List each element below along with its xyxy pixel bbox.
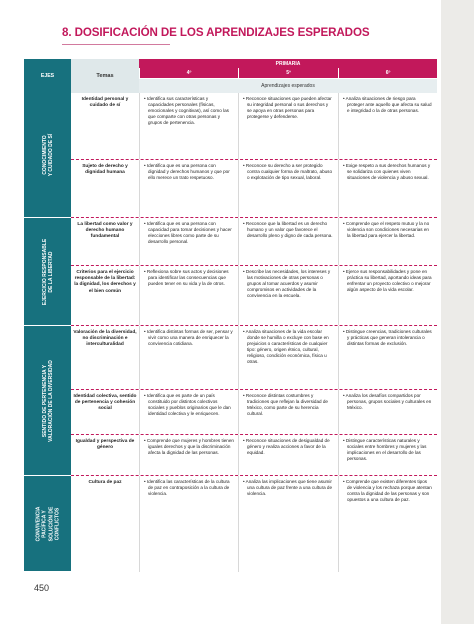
tema-cell: Cultura de paz — [88, 480, 122, 485]
grade-5-cell: • Analiza situaciones de la vida escolar donde se humilla o excluye con base en prejuicios o características de cualquier tipo: género, origen étnico, cultural, religioso, condición económica, física u otras. — [238, 326, 338, 389]
table-row — [71, 160, 437, 218]
grade-6-cell: • Distingue características naturales y sociales entre hombres y mujeres y las implicaciones en el desarrollo de las personas. — [338, 435, 437, 475]
tema-cell: Criterios para el ejercicio responsable de la libertad: la dignidad, los derechos y el bien común — [74, 270, 136, 294]
table-row — [71, 266, 437, 326]
eje-label: SENTIDO DE PERTENENCIA Y VALORACIÓN DE LA DIVERSIDAD — [41, 359, 54, 442]
page-margin-band — [441, 0, 474, 624]
grade-4-cell: • Identifica que es una persona con capacidad para tomar decisiones y hacer elecciones libres como parte de su desarrollo personal. — [139, 218, 238, 265]
grade-5-cell: • Describe las necesidades, los intereses y las motivaciones de otras personas o grupos al tomar acuerdos y asumir compromisos en actividades de la convivencia en la escuela. — [238, 266, 338, 325]
table-row — [71, 476, 437, 572]
grade-5-cell: • Analiza las implicaciones que tiene asumir una cultura de paz frente a una cultura de violencia. — [238, 476, 338, 572]
grade-4-cell: • Identifica las características de la cultura de paz en contraposición a la cultura de violencia. — [139, 476, 238, 572]
header-grade-4: 4º — [139, 68, 238, 78]
grade-5-cell: • Reconoce situaciones que pueden afectar su integridad personal o sus derechos y se apoya en otras personas para protegerse y defenderse. — [238, 93, 338, 159]
tema-cell: Identidad personal y cuidado de sí — [81, 97, 129, 109]
grade-6-cell: • Analiza los desafíos compartidos por personas, grupos sociales y culturales en México. — [338, 390, 437, 434]
grade-6-cell: • Ejerce sus responsabilidades y pone en práctica su libertad, aportando ideas para enfrentar un proyecto colectivo o mejorar algún aspecto de la vida escolar. — [338, 266, 437, 325]
grade-4-cell: • Comprende que mujeres y hombres tienen iguales derechos y que la discriminación afecta la dignidad de las personas. — [139, 435, 238, 475]
grade-5-cell: • Reconoce que la libertad es un derecho humano y un valor que favorece el desarrollo pleno y digno de cada persona. — [238, 218, 338, 265]
grade-4-cell: • Identifica distintas formas de ser, pensar y vivir como una manera de enriquecer la convivencia cotidiana. — [139, 326, 238, 389]
grade-6-cell: • Distingue creencias, tradiciones culturales y prácticas que generan intolerancia o distintas formas de exclusión. — [338, 326, 437, 389]
header-primaria: PRIMARIA — [139, 59, 437, 68]
table-row — [71, 390, 437, 435]
grade-6-cell: • Exige respeto a sus derechos humanos y se solidariza con quienes viven situaciones de violencia y abuso sexual. — [338, 160, 437, 217]
grade-5-cell: • Reconoce situaciones de desigualdad de género y realiza acciones a favor de la equidad. — [238, 435, 338, 475]
eje-label: EJERCICIO RESPONSABLE DE LA LIBERTAD — [41, 238, 54, 305]
table-row — [71, 435, 437, 476]
eje-conocimiento — [24, 93, 71, 218]
title-underline — [62, 44, 170, 45]
grade-6-cell: • Comprende que existen diferentes tipos de violencia y los rechaza porque atentan contra la dignidad de las personas y son opuestos a una cultura de paz. — [338, 476, 437, 572]
header-ejes: EJES — [24, 59, 71, 93]
tema-cell: Igualdad y perspectiva de género — [75, 439, 135, 451]
grade-5-cell: • Reconoce su derecho a ser protegido contra cualquier forma de maltrato, abuso o explotación de tipo sexual, laboral. — [238, 160, 338, 217]
tema-cell: La libertad como valor y derecho humano fundamental — [77, 222, 133, 240]
grade-4-cell: • Identifica que es parte de un país constituido por distintos colectivos sociales y pueblos originarios que le dan identidad colectiva y le enriquecen. — [139, 390, 238, 434]
tema-cell: Sujeto de derecho y dignidad humana — [82, 164, 128, 176]
header-aprendizajes: Aprendizajes esperados — [139, 78, 437, 93]
grade-4-cell: • Identifica sus características y capacidades personales (físicas, emocionales y cognitivas), así como las que comparte con otras personas y grupos de pertenencia. — [139, 93, 238, 159]
grade-6-cell: • Comprende que el respeto mutuo y la no violencia son condiciones necesarias en la libertad para ejercer la libertad. — [338, 218, 437, 265]
page-title: 8. DOSIFICACIÓN DE LOS APRENDIZAJES ESPERADOS — [62, 26, 370, 39]
grade-5-cell: • Reconoce distintas costumbres y tradiciones que reflejan la diversidad de México, como parte de su herencia cultural. — [238, 390, 338, 434]
eje-convivencia — [24, 476, 71, 572]
header-grade-6: 6º — [338, 68, 437, 78]
table-row — [71, 93, 437, 160]
eje-libertad — [24, 218, 71, 326]
header-grade-5: 5º — [238, 68, 338, 78]
table-row — [71, 218, 437, 266]
eje-label: CONVIVENCIA PACÍFICA Y SOLUCIÓN DE CONFLICTOS — [35, 506, 60, 541]
grade-6-cell: • Analiza situaciones de riesgo para proteger ante aquello que afecta su salud e integridad o la de otras personas. — [338, 93, 437, 159]
tema-cell: Identidad colectiva, sentido de pertenencia y cohesión social — [73, 394, 137, 412]
table-row — [71, 326, 437, 390]
grade-4-cell: • Identifica que es una persona con dignidad y derechos humanos y que por ello merece un trato respetuoso. — [139, 160, 238, 217]
page-number: 450 — [34, 583, 50, 593]
eje-label: CONOCIMIENTO Y CUIDADO DE SÍ — [41, 133, 54, 177]
grade-4-cell: • Reflexiona sobre sus actos y decisiones para identificar las consecuencias que pueden tener en su vida y la de otros. — [139, 266, 238, 325]
header-temas: Temas — [71, 59, 139, 93]
tema-cell: Valoración de la diversidad, no discriminación e interculturalidad — [73, 330, 137, 348]
eje-pertenencia — [24, 326, 71, 476]
